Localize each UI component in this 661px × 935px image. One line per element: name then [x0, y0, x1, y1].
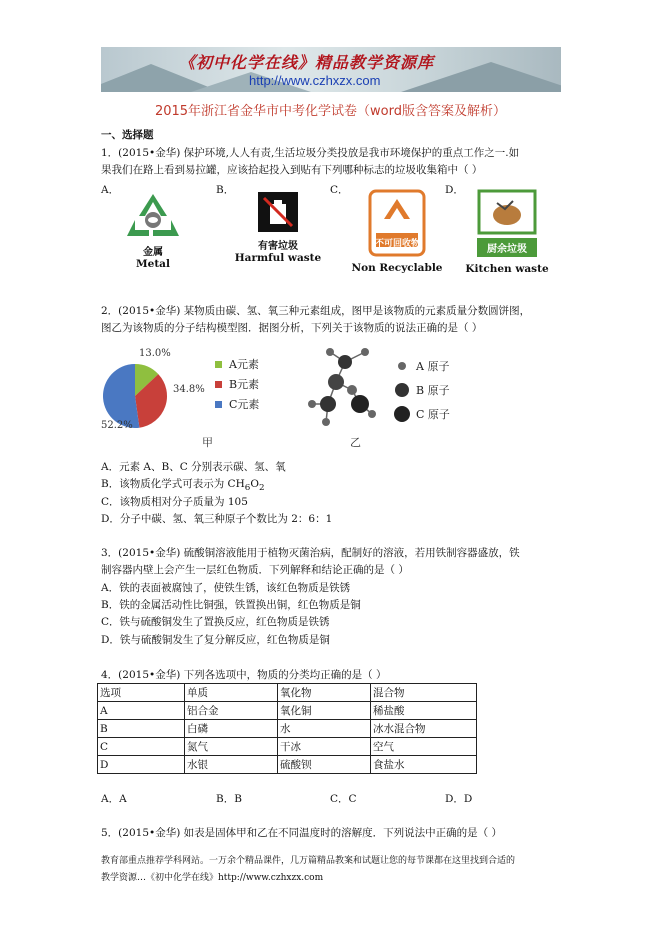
- q2-option-a: A．元素 A、B、C 分别表示碳、氢、氧: [101, 461, 286, 473]
- q4-option-a: A．A: [101, 793, 127, 805]
- q2-option-b: [101, 476, 265, 493]
- table-row: [98, 738, 477, 756]
- legend-swatch: [215, 401, 222, 408]
- q3-text-line1: 3．(2015•金华) 硫酸铜溶液能用于植物灭菌治病，配制好的溶液，若用铁制容器盛放，铁: [101, 547, 520, 559]
- atom-b: [338, 355, 352, 369]
- table-cell: 单质: [185, 684, 278, 702]
- table-cell: 水银: [185, 756, 278, 774]
- q4-option-d: D．D: [445, 793, 473, 805]
- table-cell: 冰水混合物: [371, 720, 477, 738]
- table-row: [98, 756, 477, 774]
- legend-atom-a: [398, 362, 406, 370]
- atom-a: [361, 348, 369, 356]
- q3-text-line2: 制容器内壁上会产生一层红色物质．下列解释和结论正确的是（ ）: [101, 564, 409, 576]
- bin-metal-en: Metal: [136, 258, 170, 270]
- table-cell: 食盐水: [371, 756, 477, 774]
- pie-value-label: 13.0%: [139, 348, 171, 359]
- q2-formula-sub2: 2: [258, 483, 265, 494]
- q3-option-c: C．铁与硫酸铜发生了置换反应，红色物质是铁锈: [101, 616, 330, 628]
- q2-formula-sub1: 6: [244, 483, 251, 494]
- q2-text-line1: 2．(2015•金华) 某物质由碳、氢、氧三种元素组成，图甲是该物质的元素质量分数圆饼图，: [101, 305, 531, 317]
- legend-label: C元素: [229, 398, 260, 411]
- table-cell: B: [98, 720, 185, 738]
- table-cell: A: [98, 702, 185, 720]
- q4-option-c: C．C: [330, 793, 357, 805]
- q1-option-c: C．: [330, 184, 349, 196]
- atom-c: [351, 395, 369, 413]
- legend-swatch: [215, 381, 222, 388]
- legend-swatch: [215, 361, 222, 368]
- table-row: [98, 720, 477, 738]
- table-cell: D: [98, 756, 185, 774]
- atom-a: [368, 410, 376, 418]
- legend-a-label: A 原子: [416, 360, 450, 373]
- legend-atom-c: [394, 406, 410, 422]
- legend-b-label: B 原子: [416, 384, 450, 397]
- q1-option-b: B．: [216, 184, 235, 196]
- atom-a: [308, 400, 316, 408]
- pie-slice-3: [103, 364, 139, 428]
- q1-option-a: A．: [101, 184, 120, 196]
- q2-option-c: C．该物质相对分子质量为 105: [101, 496, 248, 508]
- document-title: 2015年浙江省金华市中考化学试卷（word版含答案及解析）: [154, 104, 507, 119]
- q2-option-b-text: B．该物质化学式可表示为 CH: [101, 478, 245, 490]
- table-cell: 硫酸钡: [278, 756, 371, 774]
- table-cell: 氧化物: [278, 684, 371, 702]
- table-cell: 白磷: [185, 720, 278, 738]
- table-row: [98, 684, 477, 702]
- q4-option-b: B．B: [216, 793, 242, 805]
- header-banner: [101, 47, 561, 92]
- banner-title: 《初中化学在线》精品教学资源库: [179, 53, 435, 72]
- atom-b: [320, 396, 336, 412]
- kitchen-waste-icon: [477, 189, 537, 235]
- bin-harmful-cn: 有害垃圾: [258, 241, 298, 252]
- table-cell: 干冰: [278, 738, 371, 756]
- atom-a: [322, 418, 330, 426]
- q3-option-d: D．铁与硫酸铜发生了复分解反应，红色物质是铜: [101, 634, 330, 646]
- atom-a: [347, 385, 357, 395]
- q3-option-a: A．铁的表面被腐蚀了，使铁生锈，该红色物质是铁锈: [101, 582, 351, 594]
- table-cell: 稀盐酸: [371, 702, 477, 720]
- legend-atom-b: [395, 383, 409, 397]
- molecule-caption: 乙: [350, 436, 361, 449]
- bin-harmful-en: Harmful waste: [234, 252, 322, 264]
- bin-non-recyclable: [345, 189, 449, 274]
- bin-kitchen-en: Kitchen waste: [465, 263, 549, 275]
- q2-text-line2: 图乙为该物质的分子结构模型图．据图分析，下列关于该物质的说法正确的是（ ）: [101, 322, 483, 334]
- q3-option-b: B．铁的金属活动性比铜强，铁置换出铜，红色物质是铜: [101, 599, 361, 611]
- pie-caption: 甲: [202, 436, 213, 449]
- table-cell: C: [98, 738, 185, 756]
- legend-label: A元素: [229, 358, 259, 371]
- q1-option-d: D．: [445, 184, 464, 196]
- bin-non-recyclable-cn: 不可回收物: [375, 239, 421, 249]
- pie-chart: [97, 342, 287, 450]
- molecule-model: [290, 342, 470, 452]
- bin-kitchen: [464, 189, 550, 275]
- legend-label: B元素: [229, 378, 260, 391]
- q1-text-line1: 1．(2015•金华) 保护环境,人人有责,生活垃圾分类投放是我市环境保护的重点工作之一.如: [101, 147, 520, 159]
- table-cell: 氧化铜: [278, 702, 371, 720]
- footer-line2: 教学资源…《初中化学在线》http://www.czhxzx.com: [101, 873, 324, 883]
- pie-value-label: 34.8%: [173, 384, 205, 395]
- recycle-icon: [123, 190, 183, 240]
- footer-line1: 教育部重点推荐学科网站。一万余个精品课件，几万篇精品教案和试题让您的每节课都在这里找到合适的: [101, 856, 516, 866]
- table-row: [98, 702, 477, 720]
- legend-c-label: C 原子: [416, 408, 450, 421]
- table-cell: 铝合金: [185, 702, 278, 720]
- table-cell: 氮气: [185, 738, 278, 756]
- bin-kitchen-cn: 厨余垃圾: [477, 238, 537, 257]
- q4-text-line1: 4．(2015•金华) 下列各选项中，物质的分类均正确的是（ ）: [101, 669, 387, 681]
- bin-metal: [113, 190, 193, 270]
- table-cell: 水: [278, 720, 371, 738]
- q2-formula-rest: O: [250, 478, 259, 490]
- q5-text-line1: 5．(2015•金华) 如表是固体甲和乙在不同温度时的溶解度．下列说法中正确的是（ ）: [101, 827, 502, 839]
- classification-table: [97, 683, 477, 774]
- table-cell: 空气: [371, 738, 477, 756]
- table-cell: 混合物: [371, 684, 477, 702]
- bin-metal-cn: 金属: [143, 247, 163, 258]
- section-heading: 一、选择题: [101, 129, 154, 141]
- harmful-battery-icon: [256, 190, 300, 234]
- pie-value-label: 52.2%: [101, 420, 133, 431]
- q1-text-line2: 果我们在路上看到易拉罐，应该拾起投入到贴有下列哪种标志的垃圾收集箱中（ ）: [101, 164, 483, 176]
- bin-harmful: [228, 190, 328, 264]
- q2-option-d: D．分子中碳、氢、氧三种原子个数比为 2：6：1: [101, 513, 333, 525]
- banner-url[interactable]: http://www.czhxzx.com: [249, 73, 381, 88]
- atom-b: [328, 374, 344, 390]
- atom-a: [326, 348, 334, 356]
- table-cell: 选项: [98, 684, 185, 702]
- bin-non-recyclable-en: Non Recyclable: [351, 262, 443, 274]
